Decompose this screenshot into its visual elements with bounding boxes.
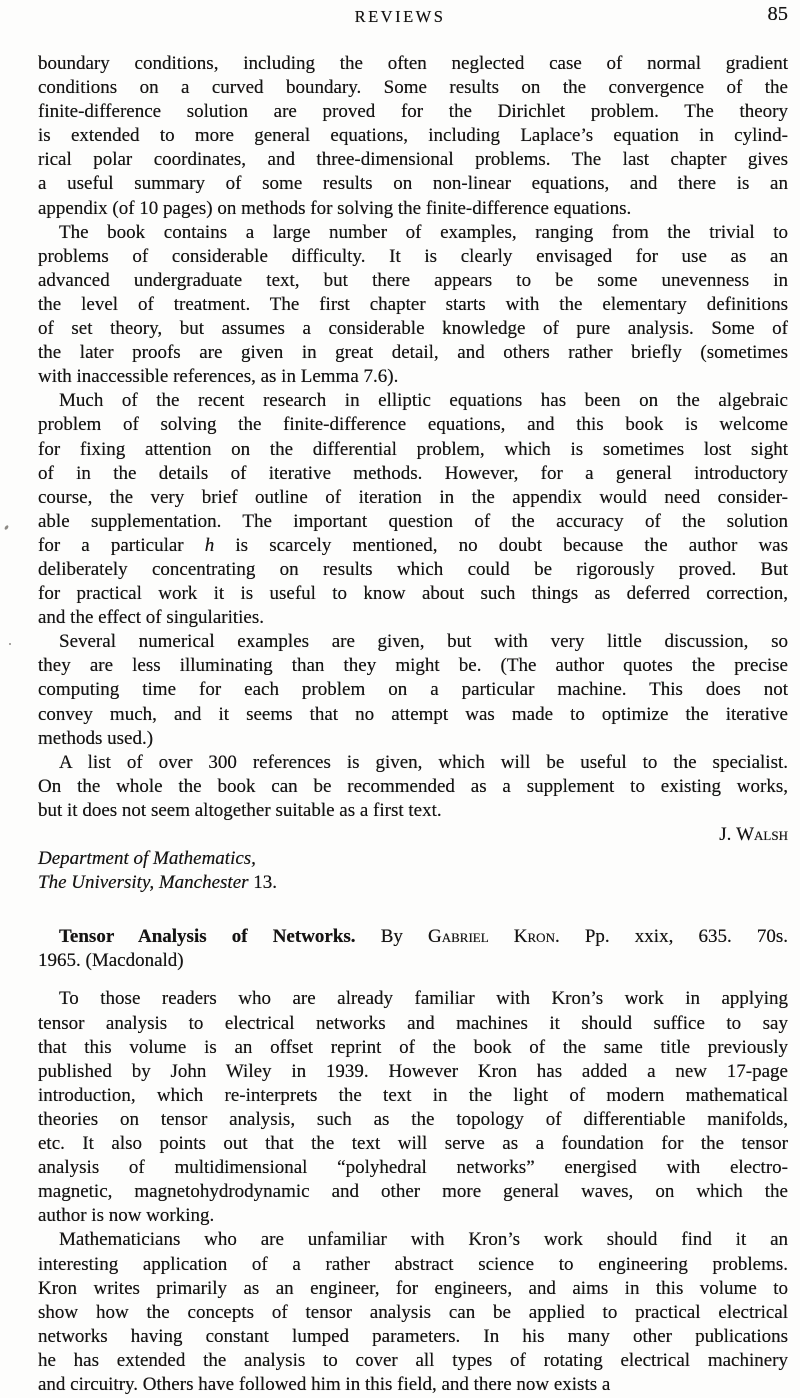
text-line: course, the very brief outline of iteration in the appendix would need consider- — [38, 486, 788, 508]
paragraph — [38, 751, 788, 823]
reviewer-address-line: Department of Mathematics, — [38, 848, 256, 870]
page-body — [38, 52, 788, 1397]
text-line: problem of solving the finite-difference equations, and this book is welcome — [38, 414, 788, 436]
scanned-journal-page — [0, 5, 800, 1398]
text-line: conditions on a curved boundary. Some results on the convergence of the — [38, 77, 788, 99]
review-finite-difference-book — [38, 52, 788, 895]
running-title: REVIEWS — [354, 7, 446, 26]
text-line: able supplementation. The important question of the accuracy of the solution — [38, 510, 788, 532]
text-line: A list of over 300 references is given, which will be useful to the specialist. — [59, 751, 788, 773]
text-line: he has extended the analysis to cover all types of rotating electrical machinery — [38, 1349, 788, 1371]
text-line: The book contains a large number of examples, ranging from the trivial to — [59, 221, 788, 243]
text-line: of set theory, but assumes a considerable knowledge of pure analysis. Some of — [38, 318, 788, 340]
scan-speck — [9, 643, 11, 645]
text-line: boundary conditions, including the often neglected case of normal gradient — [38, 53, 788, 74]
text-line: finite-difference solution are proved for the Dirichlet problem. The theory — [38, 101, 788, 123]
text-line: author is now working. — [38, 1205, 215, 1227]
text-line: etc. It also points out that the text will serve as a foundation for the tensor — [38, 1133, 788, 1155]
text-line: the later proofs are given in great detail, and others rather briefly (sometimes — [38, 342, 788, 364]
paragraph — [38, 1228, 788, 1397]
text-line: for practical work it is useful to know about such things as deferred correction, — [38, 583, 788, 605]
text-line: magnetic, magnetohydrodynamic and other more general waves, on which the — [38, 1181, 788, 1203]
text-line: problems of considerable difficulty. It is clearly envisaged for use as an — [38, 245, 788, 267]
text-line: they are less illuminating than they might be. (The author quotes the precise — [38, 655, 788, 677]
paragraph — [38, 389, 788, 630]
text-line: interesting application of a rather abstract science to engineering problems. — [38, 1253, 788, 1275]
text-line: a useful summary of some results on non-linear equations, and there is an — [38, 173, 788, 195]
scan-speck — [4, 525, 9, 531]
book-heading — [38, 925, 788, 973]
reviewer-address-line: The University, Manchester 13. — [38, 872, 278, 894]
text-line: Kron writes primarily as an engineer, for engineers, and aims in this volume to — [38, 1277, 788, 1299]
text-line: appendix (of 10 pages) on methods for solving the finite-difference equations. — [38, 197, 632, 219]
text-line: Several numerical examples are given, but with very little discussion, so — [59, 631, 788, 653]
paragraph — [38, 52, 788, 221]
text-line: and circuitry. Others have followed him in this field, and there now exists a — [38, 1373, 611, 1395]
text-line: but it does not seem altogether suitable as a first text. — [38, 799, 442, 821]
text-line: tensor analysis to electrical networks and machines it should suffice to say — [38, 1012, 788, 1034]
text-line: published by John Wiley in 1939. However Kron has added a new 17-page — [38, 1060, 788, 1082]
text-line: To those readers who are already familiar with Kron’s work in applying — [59, 988, 788, 1010]
text-line: for a particular h is scarcely mentioned, no doubt because the author was — [38, 534, 788, 556]
reviewer-signature: J. Walsh — [719, 824, 788, 845]
text-line: convey much, and it seems that no attempt was made to optimize the iterative — [38, 703, 788, 725]
text-line: analysis of multidimensional “polyhedral networks” energised with electro- — [38, 1157, 788, 1179]
text-line: Mathematicians who are unfamiliar with Kron’s work should find it an — [59, 1229, 788, 1251]
text-line: show how the concepts of tensor analysis can be applied to practical electrical — [38, 1301, 788, 1323]
text-line: introduction, which re-interprets the text in the light of modern mathematical — [38, 1084, 788, 1106]
text-line: On the whole the book can be recommended as a supplement to existing works, — [38, 775, 788, 797]
text-line: the level of treatment. The first chapter starts with the elementary definitions — [38, 293, 788, 315]
text-line: for fixing attention on the differential problem, which is sometimes lost sight — [38, 438, 788, 460]
text-line: is extended to more general equations, including Laplace’s equation in cylind- — [38, 125, 788, 147]
text-line: networks having constant lumped parameters. In his many other publications — [38, 1325, 788, 1347]
paragraph — [38, 987, 788, 1228]
book-heading-line: Tensor Analysis of Networks. By Gabriel Kron. Pp. xxix, 635. 70s. — [59, 926, 788, 948]
text-line: deliberately concentrating on results which could be rigorously proved. But — [38, 558, 788, 580]
text-line: methods used.) — [38, 727, 154, 749]
text-line: advanced undergraduate text, but there appears to be some unevenness in — [38, 269, 788, 291]
page-number: 85 — [767, 3, 788, 25]
page-header — [0, 5, 800, 29]
text-line: computing time for each problem on a particular machine. This does not — [38, 679, 788, 701]
text-line: rical polar coordinates, and three-dimensional problems. The last chapter gives — [38, 149, 788, 171]
text-line: that this volume is an offset reprint of the book of the same title previously — [38, 1036, 788, 1058]
text-line: Much of the recent research in elliptic equations has been on the algebraic — [59, 390, 788, 412]
reviewer-address — [38, 847, 788, 895]
paragraph — [38, 630, 788, 750]
paragraph — [38, 221, 788, 390]
text-line: with inaccessible references, as in Lemma 7.6). — [38, 366, 399, 388]
book-heading-line: 1965. (Macdonald) — [38, 950, 184, 972]
text-line: and the effect of singularities. — [38, 607, 264, 629]
review-tensor-analysis-of-networks — [38, 925, 788, 1397]
text-line: of in the details of iterative methods. However, for a general introductory — [38, 462, 788, 484]
text-line: theories on tensor analysis, such as the topology of differentiable manifolds, — [38, 1108, 788, 1130]
